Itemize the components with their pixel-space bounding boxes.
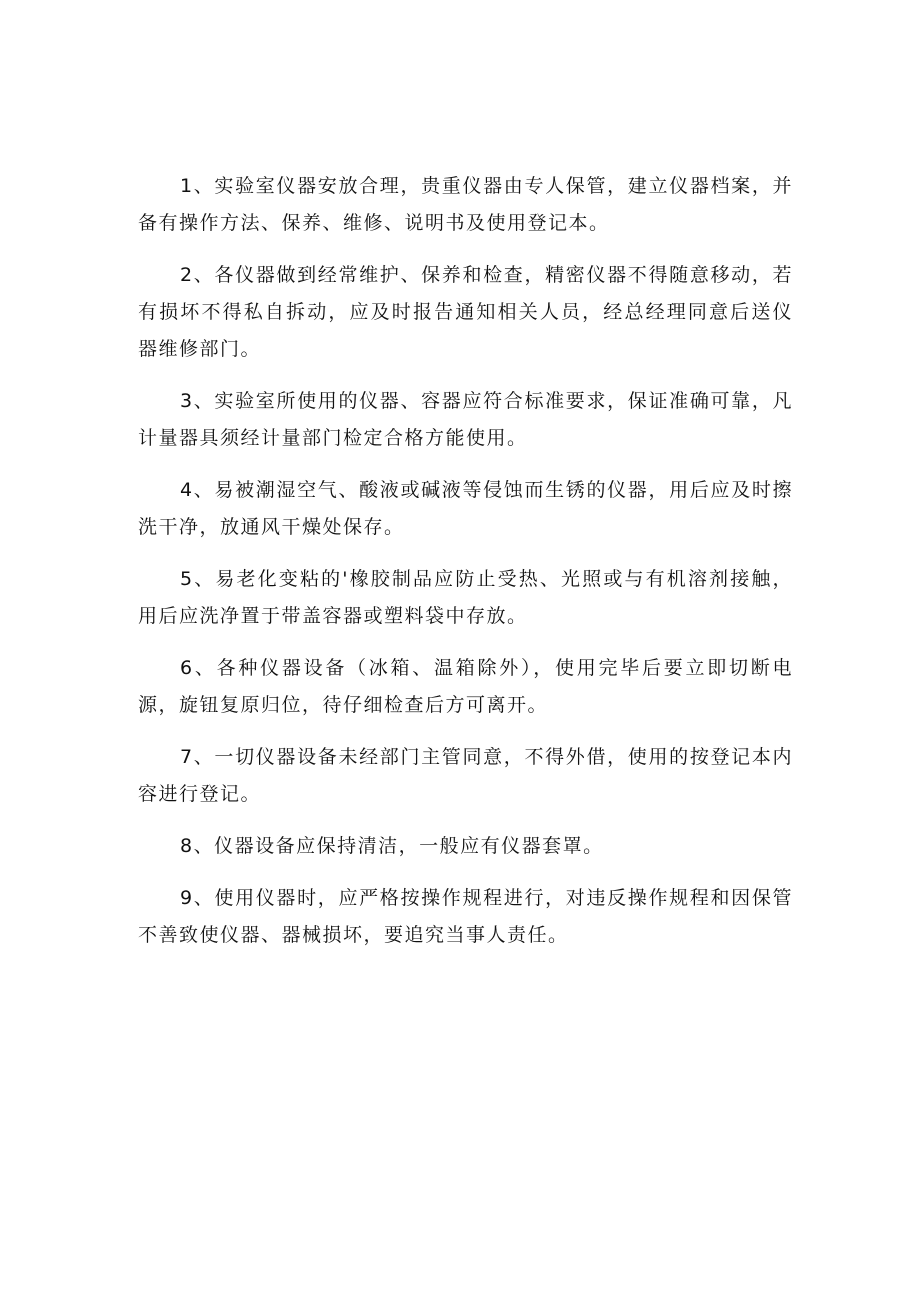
paragraph-3: 3、实验室所使用的仪器、容器应符合标准要求，保证准确可靠，凡计量器具须经计量部门检定合格方能使用。 — [138, 390, 793, 449]
paragraph-7: 7、一切仪器设备未经部门主管同意，不得外借，使用的按登记本内容进行登记。 — [138, 746, 793, 805]
paragraph-9: 9、使用仪器时，应严格按操作规程进行，对违反操作规程和因保管不善致使仪器、器械损坏，要追究当事人责任。 — [138, 887, 793, 946]
document-body — [138, 168, 793, 969]
paragraph-4: 4、易被潮湿空气、酸液或碱液等侵蚀而生锈的仪器，用后应及时擦洗干净，放通风干燥处保存。 — [138, 479, 793, 538]
paragraph-1: 1、实验室仪器安放合理，贵重仪器由专人保管，建立仪器档案，并备有操作方法、保养、维修、说明书及使用登记本。 — [138, 175, 793, 234]
paragraph-5: 5、易老化变粘的'橡胶制品应防止受热、光照或与有机溶剂接触，用后应洗净置于带盖容器或塑料袋中存放。 — [138, 568, 793, 627]
paragraph-2: 2、各仪器做到经常维护、保养和检查，精密仪器不得随意移动，若有损坏不得私自拆动，应及时报告通知相关人员，经总经理同意后送仪器维修部门。 — [138, 264, 793, 360]
paragraph-6: 6、各种仪器设备（冰箱、温箱除外），使用完毕后要立即切断电源，旋钮复原归位，待仔细检查后方可离开。 — [138, 657, 793, 716]
paragraph-8: 8、仪器设备应保持清洁，一般应有仪器套罩。 — [180, 835, 604, 857]
